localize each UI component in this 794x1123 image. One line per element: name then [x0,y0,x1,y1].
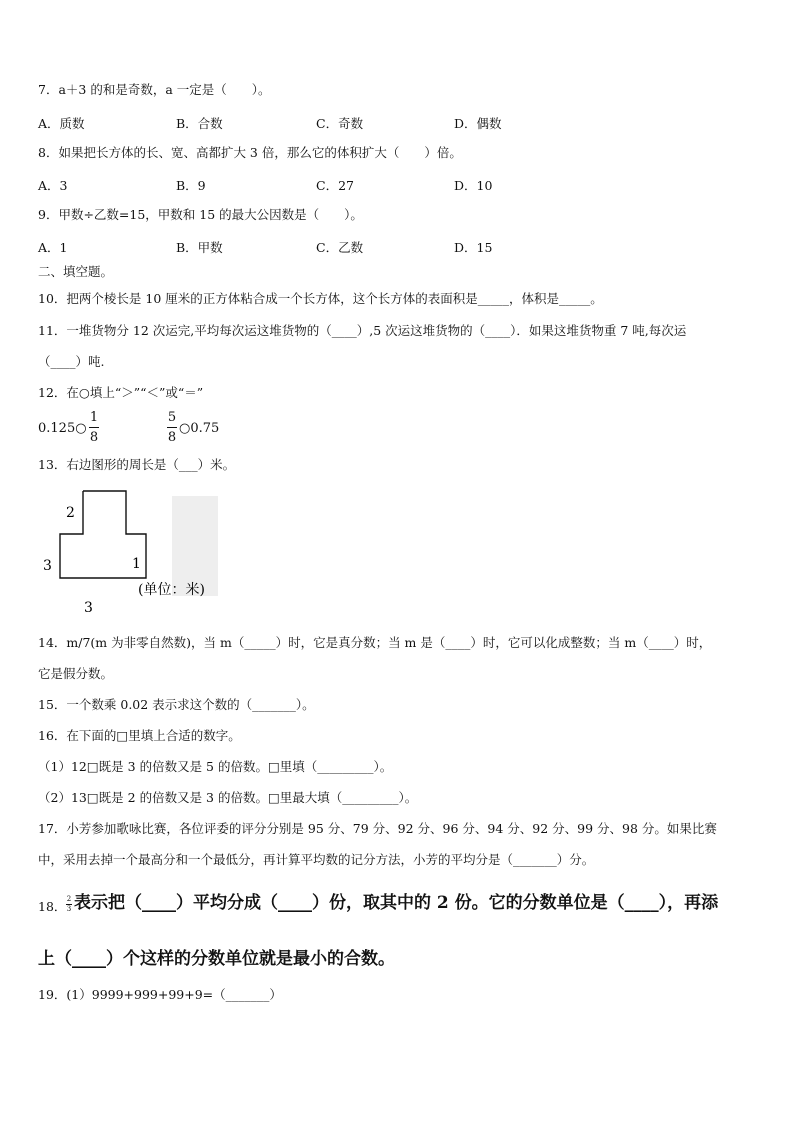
section-heading: 二、填空题。 [38,264,114,279]
q8-option-d: D．10 [454,178,493,193]
question-11-line1: 11．一堆货物分 12 次运完,平均每次运这堆货物的（____）,5 次运这堆货物的（____）．如果这堆货物重 7 吨,每次运 [38,323,687,338]
label-right-side: 1 [132,556,141,572]
unit-label: (单位：米) [138,582,205,598]
left-fraction-denominator: 8 [89,430,99,445]
question-18-line2: 上（____）个这样的分数单位就是最小的合数。 [38,949,395,969]
question-19-text: 19．(1）9999+999+99+9=（_______） [38,987,282,1002]
question-15-text: 15．一个数乘 0.02 表示求这个数的（_______）。 [38,697,315,712]
q9-option-a: A．1 [38,240,68,255]
q7-option-c: C．奇数 [316,116,364,131]
question-16-text: 16．在下面的□里填上合适的数字。 [38,728,241,743]
question-17-line1: 17．小芳参加歌咏比赛，各位评委的评分分别是 95 分、79 分、92 分、96 分、94 分、92 分、99 分、98 分。如果比赛 [38,821,717,836]
question-8-text: 8．如果把长方体的长、宽、高都扩大 3 倍，那么它的体积扩大（ ）倍。 [38,145,462,160]
left-fraction-numerator: 1 [89,410,99,425]
question-10-text: 10．把两个棱长是 10 厘米的正方体粘合成一个长方体，这个长方体的表面积是_____，体积是_____。 [38,291,603,306]
q18-fraction-numerator: 2 [66,895,72,903]
q18-fraction-denominator: 3 [66,905,72,913]
question-18-line1: 表示把（____）平均分成（____）份，取其中的 2 份。它的分数单位是（____），再添 [74,893,719,913]
question-7-text: 7．a＋3 的和是奇数，a 一定是（ ）。 [38,82,271,97]
compare-left-value: 0.125○ [38,421,87,436]
question-11-line2: （____）吨. [38,354,105,369]
q7-option-b: B．合数 [176,116,223,131]
question-16-sub2: （2）13□既是 2 的倍数又是 3 的倍数。□里最大填（_________）。 [38,790,418,805]
perimeter-figure [36,486,236,618]
question-14-line1: 14．m/7(m 为非零自然数)，当 m（_____）时，它是真分数；当 m 是（____）时，它可以化成整数；当 m（____）时， [38,635,712,650]
q8-option-c: C．27 [316,178,354,193]
question-9-text: 9．甲数÷乙数=15，甲数和 15 的最大公因数是（ ）。 [38,207,363,222]
q7-option-d: D．偶数 [454,116,502,131]
label-bottom-side: 3 [84,600,93,616]
question-14-line2: 它是假分数。 [38,666,114,681]
right-fraction-bar [167,427,177,428]
label-top-side: 2 [66,505,75,521]
watermark-mark [172,496,218,596]
q8-option-b: B．9 [176,178,206,193]
question-13-text: 13．右边图形的周长是（___）米。 [38,457,236,472]
right-fraction-numerator: 5 [167,410,177,425]
question-12-text: 12．在○填上“＞”“＜”或“＝” [38,385,204,400]
label-left-side: 3 [43,558,52,574]
q9-option-c: C．乙数 [316,240,364,255]
q9-option-b: B．甲数 [176,240,223,255]
left-fraction-bar [89,427,99,428]
question-18-number: 18． [38,899,67,914]
compare-right-value: ○0.75 [179,421,220,436]
q9-option-d: D．15 [454,240,493,255]
q8-option-a: A．3 [38,178,68,193]
right-fraction-denominator: 8 [167,430,177,445]
question-16-sub1: （1）12□既是 3 的倍数又是 5 的倍数。□里填（_________）。 [38,759,393,774]
question-17-line2: 中，采用去掉一个最高分和一个最低分，再计算平均数的记分方法，小芳的平均分是（_______）分。 [38,852,595,867]
q7-option-a: A．质数 [38,116,85,131]
